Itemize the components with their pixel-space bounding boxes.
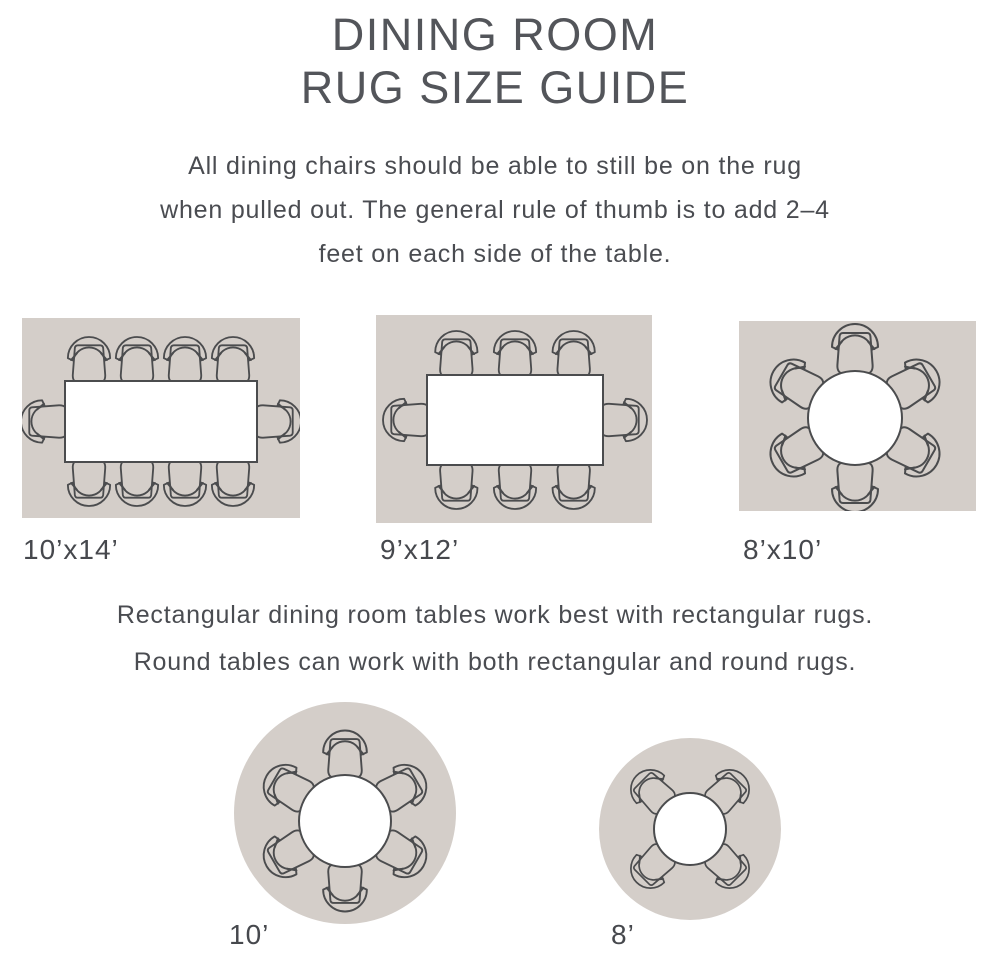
round-dining-table bbox=[654, 793, 726, 865]
round-dining-table bbox=[299, 775, 391, 867]
diagram-rug-8x10 bbox=[739, 321, 976, 511]
diagram-round-rug-8 bbox=[599, 738, 781, 920]
note-text bbox=[0, 592, 990, 686]
rug-size-label-8x10: 8’x10’ bbox=[743, 534, 823, 565]
page-title bbox=[0, 8, 990, 114]
intro-line-3: feet on each side of the table. bbox=[318, 240, 672, 268]
round-dining-table bbox=[808, 371, 902, 465]
diagram-rug-9x12 bbox=[376, 315, 652, 523]
note-line-1: Rectangular dining room tables work best with rectangular rugs. bbox=[116, 601, 874, 629]
rectangular-dining-table bbox=[427, 375, 603, 465]
rug-size-label-9x12: 9’x12’ bbox=[380, 534, 460, 565]
intro-line-2: when pulled out. The general rule of thumb is to add 2–4 bbox=[160, 196, 830, 224]
title-line-1: DINING ROOM bbox=[331, 9, 659, 60]
rectangular-dining-table bbox=[65, 381, 257, 462]
title-line-2: RUG SIZE GUIDE bbox=[300, 62, 690, 113]
diagram-round-rug-10 bbox=[234, 702, 456, 924]
diagram-rug-10x14 bbox=[22, 318, 300, 518]
rug-size-label-round-10: 10’ bbox=[229, 919, 270, 950]
rug-size-label-round-8: 8’ bbox=[611, 919, 635, 950]
note-line-2: Round tables can work with both rectangular and round rugs. bbox=[133, 648, 857, 676]
intro-line-1: All dining chairs should be able to still be on the rug bbox=[188, 152, 802, 180]
intro-text bbox=[0, 144, 990, 276]
rug-size-label-10x14: 10’x14’ bbox=[23, 534, 119, 565]
